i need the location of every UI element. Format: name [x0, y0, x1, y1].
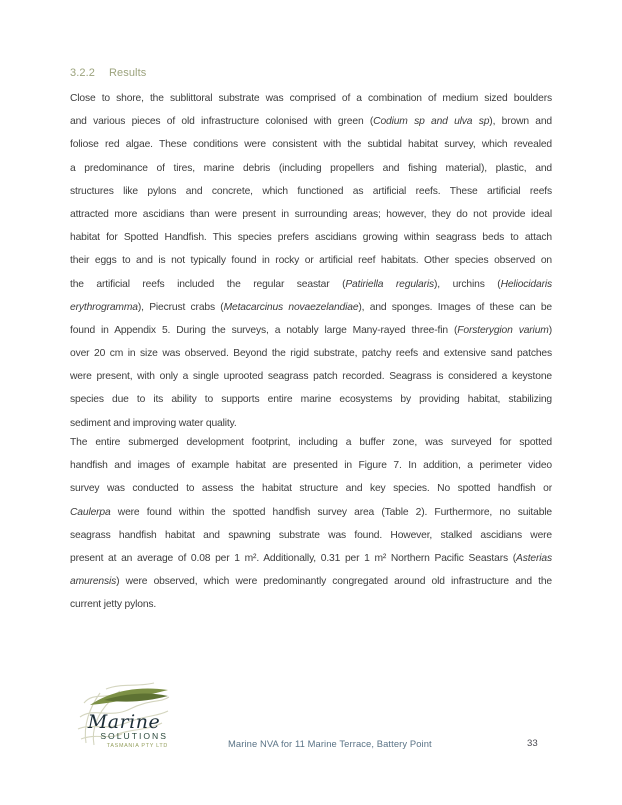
- text-line: [70, 431, 552, 454]
- text-segment: ) were observed, which were predominantly congregated around old infrastructure and the: [116, 576, 552, 588]
- text-line: [70, 249, 552, 272]
- text-segment: Close to shore, the sublittoral substrate was comprised of a combination of medium sized boulders: [70, 93, 552, 104]
- text-segment: their eggs to and is not typically found in rocky or artificial reef habitats. Other species observed on: [70, 255, 552, 267]
- marine-solutions-logo: [76, 677, 172, 750]
- text-line: [70, 226, 552, 249]
- text-line: [70, 296, 552, 319]
- text-segment: habitat for Spotted Handfish. This species prefers ascidians growing within seagrass beds to attach: [70, 232, 552, 244]
- text-line: [70, 365, 552, 388]
- text-line: [70, 477, 552, 500]
- species-name-italic: Codium sp and ulva sp: [373, 116, 490, 128]
- text-segment: the artificial reefs included the regular seastar (: [70, 278, 346, 290]
- text-line: [70, 388, 552, 411]
- text-line: [70, 180, 552, 203]
- text-line: [70, 273, 552, 296]
- text-line: [70, 157, 552, 180]
- text-line: [70, 570, 552, 593]
- text-segment: were found within the spotted handfish survey area (Table 2). Furthermore, no suitable: [110, 506, 552, 518]
- text-segment: over 20 cm in size was observed. Beyond the rigid substrate, patchy reefs and extensive sand patches: [70, 348, 552, 360]
- text-segment: species due to its ability to supports entire marine ecosystems by providing habitat, stabilizing: [70, 394, 552, 406]
- text-segment: ), brown and: [489, 116, 553, 128]
- species-name-italic: Forsterygion varium: [457, 324, 549, 336]
- paragraph: [70, 431, 552, 617]
- text-segment: structures like pylons and concrete, which functioned as artificial reefs. These artificial reefs: [70, 185, 552, 197]
- species-name-italic: amurensis: [70, 576, 117, 588]
- footer-document-title: Marine NVA for 11 Marine Terrace, Battery Point: [228, 738, 432, 749]
- species-name-italic: Patiriella regularis: [345, 278, 435, 290]
- text-segment: attracted more ascidians than were present in surrounding areas; however, they do not provide ideal: [70, 208, 552, 220]
- text-segment: handfish and images of example habitat are presented in Figure 7. In addition, a perimeter video: [70, 460, 552, 472]
- species-name-italic: Metacarcinus novaezelandiae: [223, 301, 359, 313]
- text-line: [70, 87, 552, 110]
- text-segment: and various pieces of old infrastructure colonised with green (: [70, 116, 374, 128]
- text-segment: a predominance of tires, marine debris (including propellers and fishing material), plastic, and: [70, 162, 552, 174]
- text-line: [70, 501, 552, 524]
- text-segment: survey was conducted to assess the habitat structure and key species. No spotted handfish or: [70, 483, 552, 495]
- text-line: [70, 133, 552, 156]
- species-name-italic: erythrogramma: [70, 301, 138, 313]
- text-line: [70, 319, 552, 342]
- seagrass-logo-art: [76, 677, 172, 750]
- paragraph: [70, 87, 552, 435]
- section-heading: [70, 66, 552, 80]
- text-segment: ), and sponges. Images of these can be: [358, 301, 552, 313]
- text-line: [70, 524, 552, 547]
- section-number: 3.2.2: [70, 67, 95, 79]
- text-segment: sediment and improving water quality.: [70, 417, 237, 429]
- text-segment: foliose red algae. These conditions were consistent with the subtidal habitat survey, which revealed: [70, 139, 552, 151]
- text-segment: current jetty pylons.: [70, 599, 157, 611]
- text-segment: ): [548, 324, 552, 336]
- species-name-italic: Asterias: [516, 552, 552, 564]
- text-line: [70, 342, 552, 365]
- text-segment: ), Piecrust crabs (: [137, 301, 224, 313]
- text-segment: ), urchins (: [434, 278, 501, 290]
- body-text: [70, 87, 552, 627]
- logo-solutions-text: SOLUTIONS: [100, 731, 168, 741]
- logo-name-text: Marine: [87, 711, 161, 733]
- footer-page-number: 33: [527, 738, 538, 749]
- text-segment: The entire submerged development footprint, including a buffer zone, was surveyed for spotted: [70, 437, 552, 448]
- logo-tasmania-text: TASMANIA PTY LTD: [106, 743, 168, 749]
- text-segment: were present, with only a single uprooted seagrass patch recorded. Seagrass is considered a keystone: [70, 371, 552, 383]
- text-line: [70, 593, 552, 616]
- text-segment: seagrass handfish habitat and spawning substrate was found. However, stalked ascidians were: [70, 529, 552, 541]
- text-segment: present at an average of 0.08 per 1 m². Additionally, 0.31 per 1 m² Northern Pacific Seastars (: [70, 552, 516, 564]
- species-name-italic: Caulerpa: [70, 506, 111, 518]
- text-line: [70, 203, 552, 226]
- text-segment: found in Appendix 5. During the surveys, a notably large Many-rayed three-fin (: [70, 324, 458, 336]
- species-name-italic: Heliocidaris: [500, 278, 552, 290]
- text-line: [70, 110, 552, 133]
- section-title: Results: [108, 67, 147, 79]
- text-line: [70, 547, 552, 570]
- text-line: [70, 454, 552, 477]
